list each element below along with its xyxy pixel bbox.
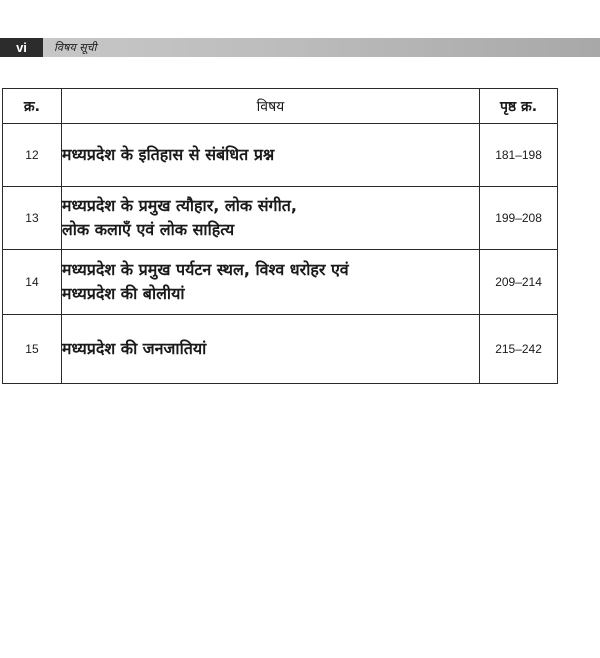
running-header bbox=[0, 38, 600, 57]
table-row bbox=[3, 315, 558, 384]
chapter-topic bbox=[61, 124, 479, 187]
chapter-number: 15 bbox=[3, 315, 62, 384]
page-range: 209–214 bbox=[480, 250, 558, 315]
table-row bbox=[3, 187, 558, 250]
table-header-row bbox=[3, 89, 558, 124]
table-of-contents bbox=[2, 88, 558, 384]
chapter-topic bbox=[61, 187, 479, 250]
chapter-number: 14 bbox=[3, 250, 62, 315]
topic-line: लोक कलाएँ एवं लोक साहित्य bbox=[61, 220, 235, 239]
topic-line: मध्यप्रदेश के प्रमुख त्यौहार, लोक संगीत, bbox=[61, 196, 297, 215]
chapter-number: 12 bbox=[3, 124, 62, 187]
page-range: 181–198 bbox=[480, 124, 558, 187]
chapter-topic bbox=[61, 250, 479, 315]
chapter-number: 13 bbox=[3, 187, 62, 250]
topic-line: मध्यप्रदेश के इतिहास से संबंधित प्रश्न bbox=[61, 145, 275, 164]
header-title: विषय सूची bbox=[54, 41, 97, 54]
column-header-page: पृष्ठ क्र. bbox=[480, 89, 558, 124]
page-range: 199–208 bbox=[480, 187, 558, 250]
topic-line: मध्यप्रदेश की जनजातियां bbox=[61, 339, 207, 358]
table-row bbox=[3, 124, 558, 187]
topic-line: मध्यप्रदेश के प्रमुख पर्यटन स्थल, विश्व धरोहर एवं bbox=[61, 260, 349, 279]
page-range: 215–242 bbox=[480, 315, 558, 384]
page-number: vi bbox=[0, 38, 43, 57]
column-header-topic: विषय bbox=[61, 89, 479, 124]
column-header-number: क्र. bbox=[3, 89, 62, 124]
chapter-topic bbox=[61, 315, 479, 384]
topic-line: मध्यप्रदेश की बोलीयां bbox=[61, 284, 185, 303]
table-row bbox=[3, 250, 558, 315]
